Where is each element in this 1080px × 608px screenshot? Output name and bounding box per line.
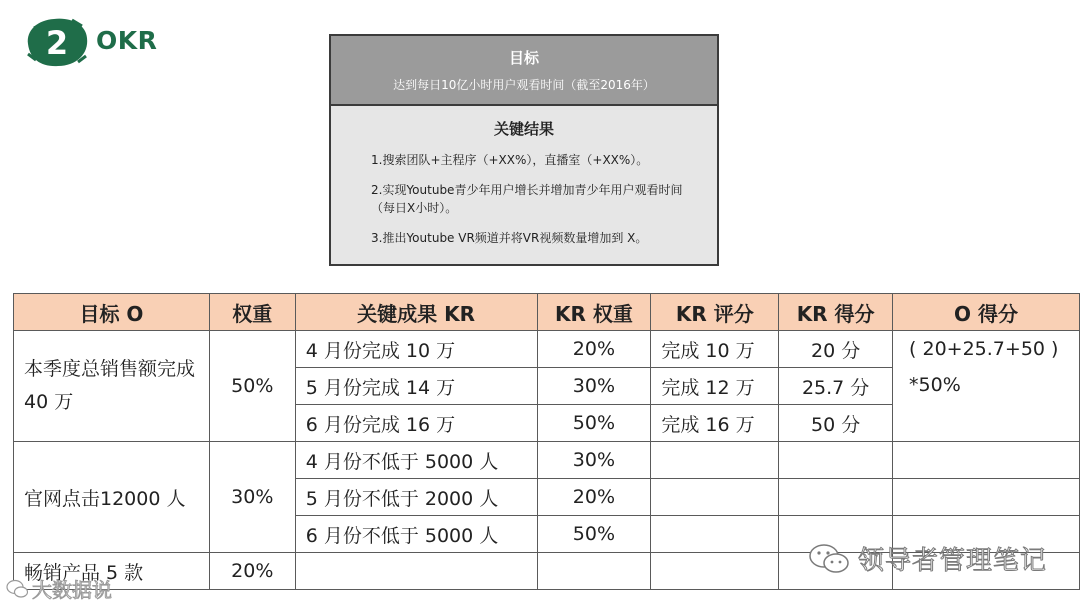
logo <box>24 14 90 70</box>
table-header-row <box>14 294 1080 331</box>
header-o-score: O 得分 <box>893 294 1080 331</box>
key-result-item: 2.实现Youtube青少年用户增长并增加青少年用户观看时间（每日X小时）。 <box>371 183 683 215</box>
kr-score-cell: 20 分 <box>779 331 893 368</box>
table-row <box>14 331 1080 368</box>
watermark <box>808 540 1047 577</box>
header-kr-rating: KR 评分 <box>651 294 779 331</box>
header-kr-score: KR 得分 <box>779 294 893 331</box>
objective-card <box>329 34 719 266</box>
brush-badge-icon <box>24 14 90 70</box>
kr-rating-cell: 完成 12 万 <box>651 368 779 405</box>
key-result-item: 3.推出Youtube VR频道并将VR视频数量增加到 X。 <box>371 231 648 245</box>
kr-score-cell <box>779 479 893 516</box>
kr-rating-cell <box>651 442 779 479</box>
objective-name: 本季度总销售额完成 40 万 <box>14 331 210 442</box>
corner-watermark-text: 大数据说 <box>32 578 112 602</box>
key-results-heading: 关键结果 <box>493 120 554 138</box>
kr-weight-cell: 20% <box>537 479 651 516</box>
kr-weight-cell: 50% <box>537 516 651 553</box>
o-score-cell <box>893 331 1080 442</box>
kr-weight-cell: 20% <box>537 331 651 368</box>
brand-title: OKR <box>96 26 158 55</box>
wechat-icon <box>808 542 850 576</box>
objective-weight: 50% <box>209 331 295 442</box>
table-row <box>14 442 1080 479</box>
header-key-result: 关键成果 KR <box>295 294 537 331</box>
corner-watermark <box>6 574 112 603</box>
objective-text: 达到每日10亿小时用户观看时间（截至2016年） <box>393 78 655 92</box>
o-score-cell <box>893 442 1080 479</box>
o-score-multiplier: *50% <box>909 374 961 396</box>
header-weight: 权重 <box>209 294 295 331</box>
kr-weight-cell <box>537 553 651 590</box>
kr-rating-cell <box>651 516 779 553</box>
o-score-formula: ( 20+25.7+50 ) <box>909 338 1059 360</box>
objective-weight: 30% <box>209 442 295 553</box>
kr-score-cell: 50 分 <box>779 405 893 442</box>
kr-cell: 5 月份完成 14 万 <box>295 368 537 405</box>
objective-weight: 20% <box>209 553 295 590</box>
objective-name: 官网点击12000 人 <box>14 442 210 553</box>
kr-cell: 6 月份不低于 5000 人 <box>295 516 537 553</box>
kr-rating-cell: 完成 16 万 <box>651 405 779 442</box>
kr-score-cell: 25.7 分 <box>779 368 893 405</box>
kr-rating-cell <box>651 553 779 590</box>
key-results-list <box>331 151 717 247</box>
objective-heading: 目标 <box>508 49 539 67</box>
kr-rating-cell: 完成 10 万 <box>651 331 779 368</box>
kr-cell <box>295 553 537 590</box>
logo-number: 2 <box>45 24 69 62</box>
kr-cell: 4 月份不低于 5000 人 <box>295 442 537 479</box>
watermark-text: 领导者管理笔记 <box>858 546 1048 576</box>
header-objective: 目标 O <box>14 294 210 331</box>
kr-score-cell <box>779 442 893 479</box>
kr-weight-cell: 50% <box>537 405 651 442</box>
header-kr-weight: KR 权重 <box>537 294 651 331</box>
wechat-icon <box>6 578 28 600</box>
key-result-item: 1.搜索团队+主程序（+XX%），直播室（+XX%）。 <box>371 153 649 167</box>
kr-weight-cell: 30% <box>537 368 651 405</box>
kr-cell: 6 月份完成 16 万 <box>295 405 537 442</box>
kr-cell: 4 月份完成 10 万 <box>295 331 537 368</box>
objective-section <box>331 36 717 106</box>
key-results-section <box>331 106 717 247</box>
kr-cell: 5 月份不低于 2000 人 <box>295 479 537 516</box>
o-score-cell <box>893 479 1080 516</box>
kr-rating-cell <box>651 479 779 516</box>
objective-name: 畅销产品 5 款 <box>14 553 210 590</box>
kr-weight-cell: 30% <box>537 442 651 479</box>
